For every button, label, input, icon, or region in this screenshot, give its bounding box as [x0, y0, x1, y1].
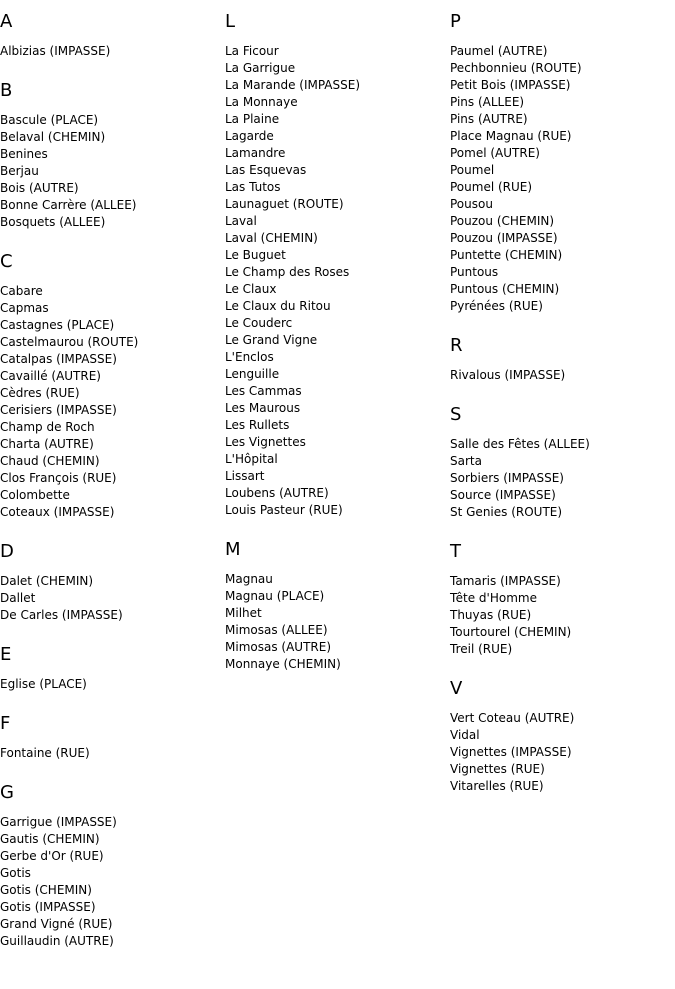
street-item: Paumel (AUTRE) [450, 44, 548, 58]
street-item: Poumel [450, 163, 495, 177]
street-item: Les Maurous [225, 401, 301, 415]
street-item: Vidal [450, 728, 480, 742]
street-item: Las Tutos [225, 180, 281, 194]
street-item: Gerbe d'Or (RUE) [0, 849, 104, 863]
section-letter-heading: B [0, 80, 13, 101]
street-item: Tête d'Homme [450, 591, 537, 605]
street-item: Pyrénées (RUE) [450, 299, 543, 313]
section-letter-heading: E [0, 644, 12, 665]
street-item: Milhet [225, 606, 262, 620]
street-item: Magnau [225, 572, 273, 586]
street-list [0, 283, 225, 521]
street-item: Bascule (PLACE) [0, 113, 99, 127]
street-item: Champ de Roch [0, 420, 95, 434]
street-item: Vert Coteau (AUTRE) [450, 711, 575, 725]
street-item: Le Grand Vigne [225, 333, 318, 347]
letter-section [0, 542, 225, 624]
street-list [0, 43, 225, 60]
street-item: Albizias (IMPASSE) [0, 44, 111, 58]
street-item: Fontaine (RUE) [0, 746, 90, 760]
street-item: Petit Bois (IMPASSE) [450, 78, 571, 92]
street-item: Grand Vigné (RUE) [0, 917, 113, 931]
street-list [225, 571, 450, 673]
street-item: Pouzou (IMPASSE) [450, 231, 558, 245]
street-list [450, 43, 675, 315]
street-item: L'Enclos [225, 350, 274, 364]
street-item: Lagarde [225, 129, 274, 143]
street-item: Gotis (IMPASSE) [0, 900, 96, 914]
street-list [0, 676, 225, 693]
street-item: Las Esquevas [225, 163, 307, 177]
street-item: Tourtourel (CHEMIN) [450, 625, 572, 639]
street-list [450, 367, 675, 384]
street-item: Gautis (CHEMIN) [0, 832, 100, 846]
index-column [450, 0, 675, 795]
street-item: Gotis (CHEMIN) [0, 883, 92, 897]
street-item: La Plaine [225, 112, 280, 126]
letter-section [225, 540, 450, 673]
letter-section [450, 12, 675, 315]
street-item: Castelmaurou (ROUTE) [0, 335, 139, 349]
street-item: Pousou [450, 197, 493, 211]
letter-section [450, 679, 675, 795]
letter-section [0, 783, 225, 950]
street-item: Eglise (PLACE) [0, 677, 87, 691]
street-item: Monnaye (CHEMIN) [225, 657, 341, 671]
section-letter-heading: G [0, 782, 14, 803]
street-item: Treil (RUE) [450, 642, 513, 656]
section-letter-heading: A [0, 11, 13, 32]
street-item: Magnau (PLACE) [225, 589, 325, 603]
street-item: Launaguet (ROUTE) [225, 197, 344, 211]
section-letter-heading: F [0, 713, 11, 734]
street-item: Les Rullets [225, 418, 290, 432]
letter-section [450, 405, 675, 521]
street-item: Bosquets (ALLEE) [0, 215, 106, 229]
street-item: Cabare [0, 284, 43, 298]
street-item: De Carles (IMPASSE) [0, 608, 123, 622]
street-item: Le Claux [225, 282, 277, 296]
street-item: Gotis [0, 866, 31, 880]
street-item: Dalet (CHEMIN) [0, 574, 94, 588]
street-item: La Monnaye [225, 95, 298, 109]
section-letter-heading: R [450, 335, 463, 356]
street-item: Coteaux (IMPASSE) [0, 505, 115, 519]
street-item: L'Hôpital [225, 452, 278, 466]
letter-section [0, 81, 225, 231]
street-item: Pechbonnieu (ROUTE) [450, 61, 582, 75]
street-item: Puntette (CHEMIN) [450, 248, 563, 262]
section-letter-heading: P [450, 11, 461, 32]
section-letter-heading: L [225, 11, 236, 32]
section-letter-heading: S [450, 404, 462, 425]
street-item: Lissart [225, 469, 265, 483]
street-item: Laval (CHEMIN) [225, 231, 318, 245]
letter-section [0, 12, 225, 60]
street-item: Sorbiers (IMPASSE) [450, 471, 564, 485]
street-item: Le Buguet [225, 248, 286, 262]
street-item: Vitarelles (RUE) [450, 779, 544, 793]
street-item: Castagnes (PLACE) [0, 318, 115, 332]
street-item: Clos François (RUE) [0, 471, 117, 485]
street-list [225, 43, 450, 519]
street-item: Loubens (AUTRE) [225, 486, 329, 500]
street-item: Charta (AUTRE) [0, 437, 94, 451]
street-item: Lenguille [225, 367, 280, 381]
street-item: Puntous [450, 265, 499, 279]
street-item: Sarta [450, 454, 482, 468]
street-item: Vignettes (RUE) [450, 762, 545, 776]
street-item: Thuyas (RUE) [450, 608, 532, 622]
street-item: Belaval (CHEMIN) [0, 130, 106, 144]
section-letter-heading: M [225, 539, 241, 560]
street-item: Chaud (CHEMIN) [0, 454, 100, 468]
street-item: Catalpas (IMPASSE) [0, 352, 117, 366]
street-item: Pins (AUTRE) [450, 112, 528, 126]
letter-section [450, 336, 675, 384]
street-item: Dallet [0, 591, 36, 605]
section-letter-heading: T [450, 541, 461, 562]
letter-section [0, 252, 225, 521]
street-list [0, 814, 225, 950]
street-item: Cèdres (RUE) [0, 386, 80, 400]
street-item: Source (IMPASSE) [450, 488, 556, 502]
street-item: Les Cammas [225, 384, 302, 398]
street-item: Le Couderc [225, 316, 293, 330]
letter-section [0, 645, 225, 693]
street-item: Tamaris (IMPASSE) [450, 574, 561, 588]
section-letter-heading: C [0, 251, 13, 272]
index-column [225, 0, 450, 673]
letter-section [450, 542, 675, 658]
street-item: Puntous (CHEMIN) [450, 282, 560, 296]
section-letter-heading: D [0, 541, 14, 562]
street-list [0, 745, 225, 762]
street-list [450, 710, 675, 795]
letter-section [225, 12, 450, 519]
street-item: La Garrigue [225, 61, 296, 75]
street-item: La Marande (IMPASSE) [225, 78, 361, 92]
street-item: Laval [225, 214, 257, 228]
street-item: Cavaillé (AUTRE) [0, 369, 101, 383]
street-item: Bois (AUTRE) [0, 181, 79, 195]
street-item: La Ficour [225, 44, 279, 58]
index-column [0, 0, 225, 950]
street-item: Pins (ALLEE) [450, 95, 525, 109]
street-item: Garrigue (IMPASSE) [0, 815, 117, 829]
street-item: Benines [0, 147, 48, 161]
street-item: Lamandre [225, 146, 286, 160]
street-item: Les Vignettes [225, 435, 306, 449]
letter-section [0, 714, 225, 762]
street-item: Mimosas (ALLEE) [225, 623, 328, 637]
street-list [450, 573, 675, 658]
street-item: Salle des Fêtes (ALLEE) [450, 437, 590, 451]
street-list [0, 573, 225, 624]
section-letter-heading: V [450, 678, 463, 699]
street-list [0, 112, 225, 231]
street-item: St Genies (ROUTE) [450, 505, 563, 519]
street-item: Cerisiers (IMPASSE) [0, 403, 117, 417]
street-item: Le Claux du Ritou [225, 299, 331, 313]
street-item: Bonne Carrère (ALLEE) [0, 198, 137, 212]
street-item: Berjau [0, 164, 39, 178]
street-item: Vignettes (IMPASSE) [450, 745, 572, 759]
street-list [450, 436, 675, 521]
street-item: Louis Pasteur (RUE) [225, 503, 343, 517]
street-item: Guillaudin (AUTRE) [0, 934, 114, 948]
street-item: Poumel (RUE) [450, 180, 533, 194]
street-item: Pomel (AUTRE) [450, 146, 540, 160]
street-item: Place Magnau (RUE) [450, 129, 572, 143]
street-item: Mimosas (AUTRE) [225, 640, 331, 654]
street-item: Rivalous (IMPASSE) [450, 368, 566, 382]
street-item: Colombette [0, 488, 70, 502]
street-item: Pouzou (CHEMIN) [450, 214, 555, 228]
street-item: Le Champ des Roses [225, 265, 350, 279]
street-item: Capmas [0, 301, 49, 315]
